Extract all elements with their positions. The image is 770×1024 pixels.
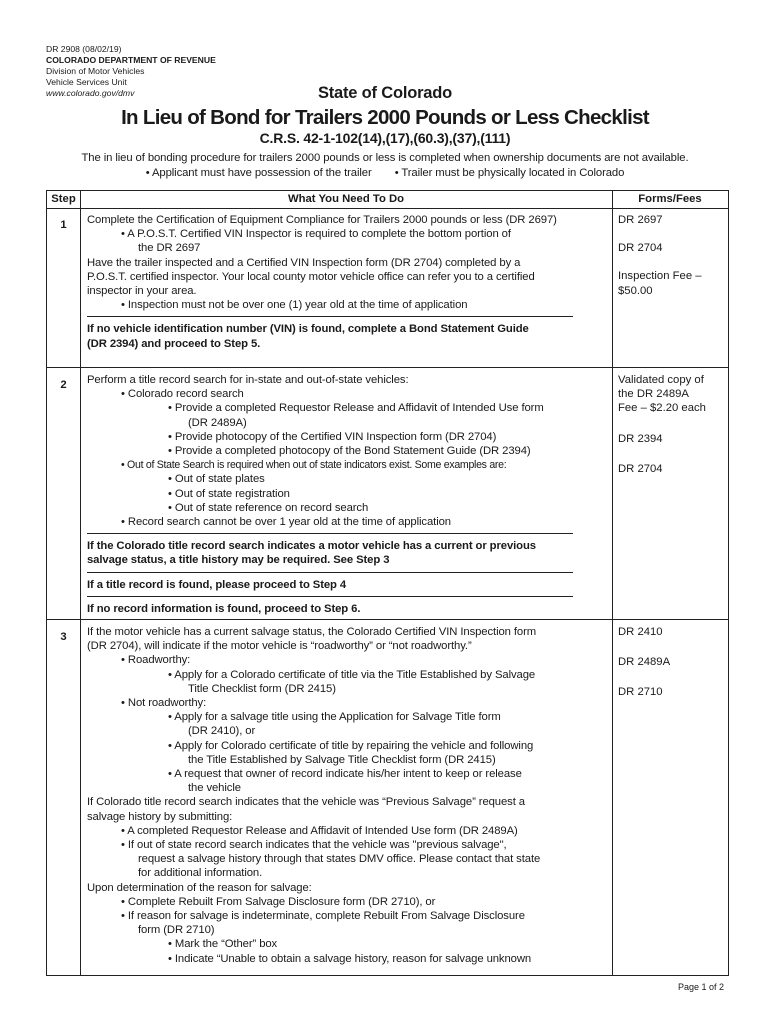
inspection-fee-label: Inspection Fee – — [618, 270, 702, 283]
division-name: Division of Motor Vehicles — [46, 66, 145, 76]
department-name: COLORADO DEPARTMENT OF REVENUE — [46, 55, 216, 65]
step-3-line: for additional information. — [138, 867, 263, 880]
step-2-bullet: • Out of State Search is required when out of state indicators exist. Some examples are: — [121, 459, 507, 472]
state-title: State of Colorado — [317, 84, 453, 102]
statute-reference: C.R.S. 42-1-102(14),(17),(60.3),(37),(111) — [259, 130, 511, 146]
what-column-header: What You Need To Do — [287, 193, 405, 205]
form-dr2489a: the DR 2489A — [618, 388, 689, 401]
step-3-line: (DR 2704), will indicate if the motor vehicle is “roadworthy” or “not roadworthy.” — [87, 640, 472, 653]
step-number-1: 1 — [60, 219, 67, 231]
step-1-bullet: • Inspection must not be over one (1) year old at the time of application — [121, 299, 468, 312]
form-dr2410: DR 2410 — [618, 626, 663, 638]
step-2-note: If the Colorado title record search indicates a motor vehicle has a current or previous — [87, 540, 536, 553]
step-3-bullet: • Not roadworthy: — [121, 697, 207, 710]
step-column-header: Step — [51, 193, 76, 205]
step-number-3: 3 — [60, 631, 67, 643]
page-title: In Lieu of Bond for Trailers 2000 Pounds or Less Checklist — [121, 106, 649, 129]
form-dr2394: DR 2394 — [618, 432, 663, 445]
step-1-line: inspector in your area. — [87, 285, 197, 298]
step-3-line: If the motor vehicle has a current salvage status, the Colorado Certified VIN Inspection form — [87, 626, 537, 638]
step-3-line: If Colorado title record search indicates that the vehicle was “Previous Salvage” request a — [87, 796, 525, 809]
form-dr2704: DR 2704 — [618, 462, 663, 475]
step-2-note: If no record information is found, proceed to Step 6. — [87, 602, 361, 615]
separator-rule — [87, 316, 573, 317]
form-dr2697: DR 2697 — [618, 214, 663, 226]
step-1-line: P.O.S.T. certified inspector. Your local county motor vehicle office can refer you to a certified — [87, 270, 535, 283]
form-dr2710: DR 2710 — [618, 686, 663, 699]
step-3-bullet: • Complete Rebuilt From Salvage Disclosure form (DR 2710), or — [121, 895, 436, 908]
form-dr2704: DR 2704 — [618, 242, 663, 255]
requirements-line — [0, 166, 770, 181]
step-1-line: Have the trailer inspected and a Certified VIN Inspection form (DR 2704) completed by a — [87, 256, 521, 269]
row-divider — [47, 619, 728, 620]
step-3-line: (DR 2410), or — [188, 725, 256, 738]
requirement-location: • Trailer must be physically located in Colorado — [394, 167, 625, 179]
step-3-subbullet: • Apply for a salvage title using the Application for Salvage Title form — [168, 711, 501, 724]
step-number-2: 2 — [60, 379, 67, 391]
step-1-bullet: • A P.O.S.T. Certified VIN Inspector is required to complete the bottom portion of — [121, 228, 511, 241]
separator-rule — [87, 572, 573, 573]
unit-name: Vehicle Services Unit — [46, 77, 127, 87]
requirement-possession: • Applicant must have possession of the trailer — [145, 167, 372, 179]
step-3-fees — [618, 625, 726, 700]
fees-column-header: Forms/Fees — [638, 193, 702, 205]
step-1-content — [87, 213, 607, 351]
step-1-line: the DR 2697 — [138, 242, 201, 255]
step-2-content — [87, 373, 607, 616]
row-divider — [47, 367, 728, 368]
validated-copy-label: Validated copy of — [618, 374, 704, 386]
step-3-content — [87, 625, 607, 966]
separator-rule — [87, 596, 573, 597]
step-2-subbullet: • Out of state plates — [168, 473, 265, 486]
step-2-bullet: • Colorado record search — [121, 388, 244, 401]
step-3-bullet: • If reason for salvage is indeterminate, complete Rebuilt From Salvage Disclosure — [121, 910, 525, 923]
step-2-fees — [618, 373, 726, 476]
step-3-subbullet: • Apply for Colorado certificate of title by repairing the vehicle and following — [168, 739, 534, 752]
step-3-line: Upon determination of the reason for salvage: — [87, 881, 312, 894]
step-3-bullet: • If out of state record search indicates that the vehicle was "previous salvage", — [121, 839, 507, 852]
copy-fee: Fee – $2.20 each — [618, 402, 706, 415]
step-3-subbullet: • Apply for a Colorado certificate of title via the Title Established by Salvage — [168, 668, 536, 681]
step-3-line: the Title Established by Salvage Title Checklist form (DR 2415) — [188, 753, 496, 766]
form-dr2489a: DR 2489A — [618, 656, 671, 669]
header-divider — [47, 208, 728, 209]
step-2-subbullet: • Provide a completed Requestor Release and Affidavit of Intended Use form — [168, 402, 544, 415]
inspection-fee-amount: $50.00 — [618, 284, 653, 297]
step-2-subbullet: • Out of state reference on record search — [168, 501, 369, 514]
intro-text: The in lieu of bonding procedure for trailers 2000 pounds or less is completed when ownership documents are not available. — [81, 152, 689, 164]
step-2-note: If a title record is found, please proceed to Step 4 — [87, 578, 347, 591]
step-2-subbullet: • Out of state registration — [168, 487, 290, 500]
step-3-subbullet: • Mark the “Other” box — [168, 938, 278, 951]
step-2-subbullet: • Provide photocopy of the Certified VIN Inspection form (DR 2704) — [168, 430, 497, 443]
step-2-line: Perform a title record search for in-state and out-of-state vehicles: — [87, 374, 409, 386]
step-3-bullet: • A completed Requestor Release and Affidavit of Intended Use form (DR 2489A) — [121, 824, 518, 837]
column-divider — [612, 191, 613, 975]
step-2-bullet: • Record search cannot be over 1 year old at the time of application — [121, 516, 451, 529]
step-3-line: request a salvage history through that states DMV office. Please contact that state — [138, 853, 541, 866]
column-divider — [80, 191, 81, 975]
step-3-line: form (DR 2710) — [138, 924, 215, 937]
step-3-line: Title Checklist form (DR 2415) — [188, 682, 336, 695]
step-1-fees — [618, 213, 726, 298]
checklist-table — [46, 190, 729, 976]
page-number: Page 1 of 2 — [677, 982, 724, 992]
step-3-subbullet: • Indicate “Unable to obtain a salvage history, reason for salvage unknown — [168, 952, 532, 965]
website-link[interactable]: www.colorado.gov/dmv — [46, 88, 135, 98]
form-number: DR 2908 (08/02/19) — [46, 44, 122, 54]
separator-rule — [87, 533, 573, 534]
intro-section — [0, 151, 770, 181]
step-1-line: Complete the Certification of Equipment Compliance for Trailers 2000 pounds or less (DR 2697) — [87, 214, 557, 226]
step-3-line: the vehicle — [188, 782, 241, 795]
step-3-bullet: • Roadworthy: — [121, 654, 191, 667]
step-2-line: (DR 2489A) — [188, 416, 247, 429]
step-1-note: If no vehicle identification number (VIN) is found, complete a Bond Statement Guide — [87, 323, 529, 336]
step-1-note: (DR 2394) and proceed to Step 5. — [87, 337, 261, 350]
step-3-line: salvage history by submitting: — [87, 810, 233, 823]
step-2-note: salvage status, a title history may be required. See Step 3 — [87, 554, 390, 567]
step-2-subbullet: • Provide a completed photocopy of the Bond Statement Guide (DR 2394) — [168, 445, 531, 458]
step-3-subbullet: • A request that owner of record indicate his/her intent to keep or release — [168, 768, 522, 781]
